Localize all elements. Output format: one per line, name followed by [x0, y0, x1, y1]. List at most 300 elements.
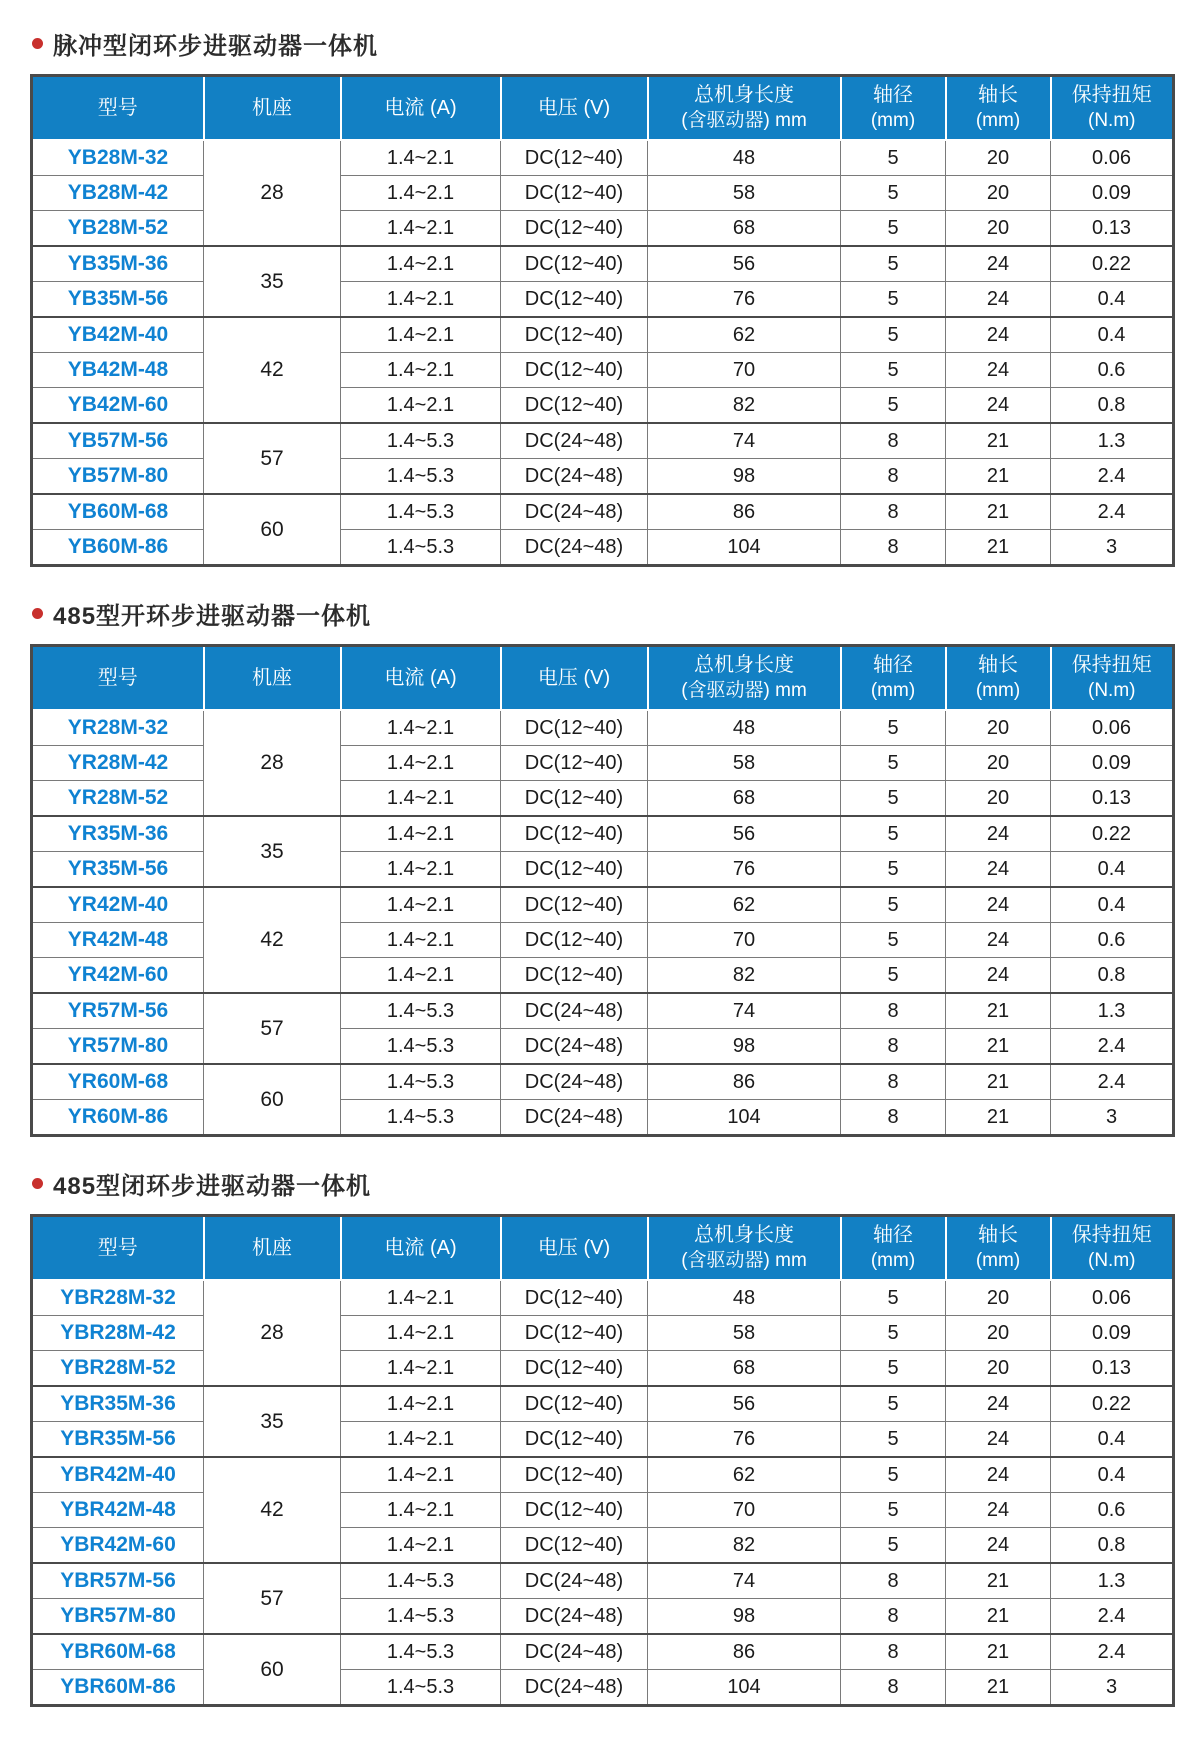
voltage-cell: DC(12~40): [501, 1457, 648, 1493]
body-length-cell: 68: [648, 781, 841, 817]
body-length-cell: 56: [648, 246, 841, 282]
body-length-cell: 62: [648, 887, 841, 923]
model-cell: YB60M-68: [32, 494, 204, 530]
current-cell: 1.4~2.1: [341, 246, 501, 282]
model-cell: YBR57M-56: [32, 1563, 204, 1599]
column-header: [841, 1216, 946, 1281]
body-length-cell: 76: [648, 1422, 841, 1458]
frame-size-cell: 42: [204, 887, 341, 993]
shaft-diameter-cell: 8: [841, 530, 946, 566]
table-row: [32, 1563, 1174, 1599]
shaft-length-cell: 21: [946, 1064, 1051, 1100]
column-header-title: 总机身长度: [694, 1224, 794, 1246]
column-header-sub: (mm): [975, 110, 1021, 131]
current-cell: 1.4~2.1: [341, 887, 501, 923]
table-row: [32, 1493, 1174, 1528]
shaft-length-cell: 20: [946, 781, 1051, 817]
spec-table: [30, 1214, 1175, 1707]
shaft-length-cell: 21: [946, 494, 1051, 530]
torque-cell: 0.8: [1051, 1528, 1174, 1564]
column-header: [341, 1216, 501, 1281]
body-length-cell: 98: [648, 459, 841, 495]
current-cell: 1.4~5.3: [341, 1599, 501, 1635]
shaft-diameter-cell: 8: [841, 1064, 946, 1100]
model-cell: YB57M-56: [32, 423, 204, 459]
column-header-title: 电压 (V): [537, 1236, 611, 1259]
shaft-diameter-cell: 8: [841, 993, 946, 1029]
voltage-cell: DC(12~40): [501, 710, 648, 746]
current-cell: 1.4~5.3: [341, 1100, 501, 1136]
current-cell: 1.4~5.3: [341, 1064, 501, 1100]
torque-cell: 0.4: [1051, 1422, 1174, 1458]
voltage-cell: DC(24~48): [501, 1634, 648, 1670]
shaft-length-cell: 20: [946, 710, 1051, 746]
shaft-length-cell: 20: [946, 1351, 1051, 1387]
column-header-title: 总机身长度: [694, 84, 794, 106]
shaft-diameter-cell: 5: [841, 816, 946, 852]
body-length-cell: 68: [648, 211, 841, 247]
current-cell: 1.4~2.1: [341, 1493, 501, 1528]
model-cell: YBR35M-36: [32, 1386, 204, 1422]
shaft-diameter-cell: 5: [841, 887, 946, 923]
voltage-cell: DC(24~48): [501, 1670, 648, 1706]
body-length-cell: 98: [648, 1029, 841, 1065]
model-cell: YR28M-32: [32, 710, 204, 746]
voltage-cell: DC(12~40): [501, 211, 648, 247]
table-row: [32, 1100, 1174, 1136]
model-cell: YR42M-60: [32, 958, 204, 994]
current-cell: 1.4~2.1: [341, 923, 501, 958]
model-cell: YB35M-56: [32, 282, 204, 318]
body-length-cell: 86: [648, 1064, 841, 1100]
bullet-icon: [32, 38, 43, 49]
column-header: [204, 1216, 341, 1281]
current-cell: 1.4~2.1: [341, 1351, 501, 1387]
shaft-diameter-cell: 8: [841, 459, 946, 495]
model-cell: YBR28M-42: [32, 1316, 204, 1351]
model-cell: YBR60M-86: [32, 1670, 204, 1706]
section-title: [32, 26, 1172, 61]
column-header-title: 机座: [252, 666, 292, 689]
section-title: [32, 596, 1172, 631]
table-row: [32, 459, 1174, 495]
column-header-sub: (含驱动器) mm: [681, 1250, 807, 1271]
model-cell: YB42M-60: [32, 388, 204, 424]
torque-cell: 0.22: [1051, 1386, 1174, 1422]
current-cell: 1.4~2.1: [341, 211, 501, 247]
product-section: [30, 1166, 1172, 1707]
section-title-text: 脉冲型闭环步进驱动器一体机: [53, 33, 378, 60]
header-row: [32, 1216, 1174, 1281]
shaft-length-cell: 24: [946, 1457, 1051, 1493]
shaft-diameter-cell: 8: [841, 1563, 946, 1599]
model-cell: YR60M-86: [32, 1100, 204, 1136]
shaft-length-cell: 20: [946, 1316, 1051, 1351]
frame-size-cell: 57: [204, 993, 341, 1064]
shaft-length-cell: 21: [946, 1563, 1051, 1599]
spec-table: [30, 644, 1175, 1137]
table-row: [32, 423, 1174, 459]
voltage-cell: DC(12~40): [501, 1280, 648, 1316]
frame-size-cell: 60: [204, 1064, 341, 1136]
column-header-title: 轴径: [873, 1224, 913, 1246]
current-cell: 1.4~5.3: [341, 1634, 501, 1670]
header-row: [32, 646, 1174, 711]
voltage-cell: DC(12~40): [501, 1351, 648, 1387]
column-header: [501, 646, 648, 711]
model-cell: YB28M-52: [32, 211, 204, 247]
body-length-cell: 70: [648, 353, 841, 388]
voltage-cell: DC(12~40): [501, 746, 648, 781]
model-cell: YBR42M-48: [32, 1493, 204, 1528]
table-row: [32, 1670, 1174, 1706]
column-header-title: 轴长: [978, 1224, 1018, 1246]
shaft-length-cell: 24: [946, 1422, 1051, 1458]
shaft-diameter-cell: 5: [841, 211, 946, 247]
current-cell: 1.4~5.3: [341, 993, 501, 1029]
body-length-cell: 86: [648, 1634, 841, 1670]
bullet-icon: [32, 608, 43, 619]
column-header: [204, 76, 341, 141]
torque-cell: 0.4: [1051, 282, 1174, 318]
column-header: [501, 1216, 648, 1281]
shaft-diameter-cell: 8: [841, 423, 946, 459]
table-row: [32, 1064, 1174, 1100]
voltage-cell: DC(12~40): [501, 852, 648, 888]
column-header-title: 型号: [97, 96, 138, 119]
spec-table: [30, 74, 1175, 567]
torque-cell: 3: [1051, 1670, 1174, 1706]
product-section: [30, 596, 1172, 1137]
torque-cell: 0.06: [1051, 1280, 1174, 1316]
current-cell: 1.4~2.1: [341, 1280, 501, 1316]
current-cell: 1.4~5.3: [341, 459, 501, 495]
body-length-cell: 56: [648, 816, 841, 852]
current-cell: 1.4~2.1: [341, 353, 501, 388]
voltage-cell: DC(24~48): [501, 1100, 648, 1136]
column-header-title: 电压 (V): [537, 96, 611, 119]
column-header-title: 电流 (A): [384, 666, 457, 689]
voltage-cell: DC(24~48): [501, 494, 648, 530]
current-cell: 1.4~2.1: [341, 852, 501, 888]
column-header-title: 电流 (A): [384, 1236, 457, 1259]
column-header: [501, 76, 648, 141]
body-length-cell: 70: [648, 923, 841, 958]
table-row: [32, 923, 1174, 958]
column-header-title: 保持扭矩: [1071, 654, 1152, 676]
shaft-length-cell: 24: [946, 816, 1051, 852]
frame-size-cell: 28: [204, 710, 341, 816]
column-header-title: 型号: [97, 1236, 138, 1259]
model-cell: YB28M-32: [32, 140, 204, 176]
shaft-length-cell: 24: [946, 246, 1051, 282]
body-length-cell: 56: [648, 1386, 841, 1422]
model-cell: YR60M-68: [32, 1064, 204, 1100]
body-length-cell: 104: [648, 1670, 841, 1706]
model-cell: YR57M-56: [32, 993, 204, 1029]
torque-cell: 0.4: [1051, 887, 1174, 923]
voltage-cell: DC(12~40): [501, 1422, 648, 1458]
model-cell: YBR28M-32: [32, 1280, 204, 1316]
table-row: [32, 958, 1174, 994]
table-row: [32, 494, 1174, 530]
frame-size-cell: 60: [204, 494, 341, 566]
body-length-cell: 76: [648, 852, 841, 888]
model-cell: YBR60M-68: [32, 1634, 204, 1670]
column-header-title: 总机身长度: [694, 654, 794, 676]
shaft-diameter-cell: 5: [841, 1422, 946, 1458]
table-row: [32, 1599, 1174, 1635]
current-cell: 1.4~2.1: [341, 958, 501, 994]
shaft-length-cell: 24: [946, 282, 1051, 318]
column-header: [1051, 646, 1174, 711]
column-header: [946, 1216, 1051, 1281]
column-header-title: 轴长: [978, 84, 1018, 106]
table-row: [32, 388, 1174, 424]
voltage-cell: DC(12~40): [501, 1316, 648, 1351]
body-length-cell: 48: [648, 140, 841, 176]
torque-cell: 0.4: [1051, 852, 1174, 888]
column-header-title: 轴长: [978, 654, 1018, 676]
current-cell: 1.4~2.1: [341, 140, 501, 176]
torque-cell: 1.3: [1051, 1563, 1174, 1599]
body-length-cell: 68: [648, 1351, 841, 1387]
shaft-diameter-cell: 5: [841, 710, 946, 746]
torque-cell: 0.8: [1051, 958, 1174, 994]
model-cell: YR42M-40: [32, 887, 204, 923]
table-row: [32, 1457, 1174, 1493]
section-title: [32, 1166, 1172, 1201]
model-cell: YB28M-42: [32, 176, 204, 211]
column-header: [1051, 1216, 1174, 1281]
shaft-diameter-cell: 5: [841, 388, 946, 424]
table-row: [32, 781, 1174, 817]
current-cell: 1.4~5.3: [341, 1029, 501, 1065]
shaft-diameter-cell: 5: [841, 1280, 946, 1316]
model-cell: YBR28M-52: [32, 1351, 204, 1387]
column-header-sub: (mm): [975, 1250, 1021, 1271]
model-cell: YBR42M-60: [32, 1528, 204, 1564]
column-header-title: 轴径: [873, 654, 913, 676]
bullet-icon: [32, 1178, 43, 1189]
torque-cell: 0.6: [1051, 353, 1174, 388]
torque-cell: 2.4: [1051, 494, 1174, 530]
body-length-cell: 58: [648, 746, 841, 781]
column-header: [32, 646, 204, 711]
torque-cell: 2.4: [1051, 1029, 1174, 1065]
current-cell: 1.4~2.1: [341, 317, 501, 353]
shaft-diameter-cell: 5: [841, 958, 946, 994]
shaft-length-cell: 24: [946, 923, 1051, 958]
table-row: [32, 211, 1174, 247]
body-length-cell: 76: [648, 282, 841, 318]
voltage-cell: DC(24~48): [501, 1599, 648, 1635]
shaft-length-cell: 24: [946, 1493, 1051, 1528]
torque-cell: 0.22: [1051, 246, 1174, 282]
voltage-cell: DC(24~48): [501, 530, 648, 566]
shaft-diameter-cell: 8: [841, 1100, 946, 1136]
body-length-cell: 82: [648, 388, 841, 424]
shaft-length-cell: 24: [946, 317, 1051, 353]
body-length-cell: 98: [648, 1599, 841, 1635]
voltage-cell: DC(24~48): [501, 1029, 648, 1065]
column-header-sub: (mm): [870, 110, 916, 131]
shaft-length-cell: 20: [946, 211, 1051, 247]
torque-cell: 0.6: [1051, 923, 1174, 958]
shaft-length-cell: 21: [946, 423, 1051, 459]
body-length-cell: 74: [648, 423, 841, 459]
body-length-cell: 82: [648, 958, 841, 994]
column-header-title: 轴径: [873, 84, 913, 106]
current-cell: 1.4~2.1: [341, 176, 501, 211]
voltage-cell: DC(12~40): [501, 958, 648, 994]
column-header: [648, 646, 841, 711]
torque-cell: 0.06: [1051, 140, 1174, 176]
shaft-length-cell: 21: [946, 1029, 1051, 1065]
table-row: [32, 746, 1174, 781]
current-cell: 1.4~5.3: [341, 530, 501, 566]
current-cell: 1.4~5.3: [341, 423, 501, 459]
header-row: [32, 76, 1174, 141]
column-header-title: 电压 (V): [537, 666, 611, 689]
table-row: [32, 1029, 1174, 1065]
torque-cell: 0.13: [1051, 781, 1174, 817]
shaft-diameter-cell: 5: [841, 852, 946, 888]
shaft-diameter-cell: 5: [841, 282, 946, 318]
column-header-sub: (mm): [870, 680, 916, 701]
shaft-length-cell: 24: [946, 958, 1051, 994]
shaft-diameter-cell: 5: [841, 1493, 946, 1528]
column-header: [946, 646, 1051, 711]
column-header-title: 机座: [252, 96, 292, 119]
column-header: [32, 1216, 204, 1281]
voltage-cell: DC(24~48): [501, 423, 648, 459]
torque-cell: 3: [1051, 530, 1174, 566]
voltage-cell: DC(12~40): [501, 1493, 648, 1528]
voltage-cell: DC(12~40): [501, 388, 648, 424]
current-cell: 1.4~5.3: [341, 1563, 501, 1599]
frame-size-cell: 60: [204, 1634, 341, 1706]
body-length-cell: 74: [648, 993, 841, 1029]
model-cell: YB42M-40: [32, 317, 204, 353]
shaft-length-cell: 20: [946, 746, 1051, 781]
voltage-cell: DC(24~48): [501, 993, 648, 1029]
column-header-sub: (mm): [870, 1250, 916, 1271]
torque-cell: 1.3: [1051, 423, 1174, 459]
current-cell: 1.4~2.1: [341, 1457, 501, 1493]
shaft-diameter-cell: 5: [841, 923, 946, 958]
shaft-length-cell: 21: [946, 459, 1051, 495]
column-header-title: 机座: [252, 1236, 292, 1259]
model-cell: YR35M-36: [32, 816, 204, 852]
body-length-cell: 104: [648, 530, 841, 566]
model-cell: YB42M-48: [32, 353, 204, 388]
column-header: [1051, 76, 1174, 141]
frame-size-cell: 57: [204, 423, 341, 494]
frame-size-cell: 57: [204, 1563, 341, 1634]
table-row: [32, 1316, 1174, 1351]
table-row: [32, 1528, 1174, 1564]
torque-cell: 0.09: [1051, 176, 1174, 211]
voltage-cell: DC(12~40): [501, 816, 648, 852]
current-cell: 1.4~5.3: [341, 494, 501, 530]
frame-size-cell: 28: [204, 1280, 341, 1386]
voltage-cell: DC(24~48): [501, 459, 648, 495]
section-title-text: 485型开环步进驱动器一体机: [53, 603, 372, 630]
frame-size-cell: 42: [204, 317, 341, 423]
shaft-diameter-cell: 5: [841, 1386, 946, 1422]
voltage-cell: DC(12~40): [501, 353, 648, 388]
current-cell: 1.4~2.1: [341, 1528, 501, 1564]
shaft-diameter-cell: 5: [841, 317, 946, 353]
column-header: [841, 76, 946, 141]
voltage-cell: DC(12~40): [501, 1386, 648, 1422]
table-row: [32, 1386, 1174, 1422]
section-title-text: 485型闭环步进驱动器一体机: [53, 1173, 372, 1200]
table-row: [32, 710, 1174, 746]
torque-cell: 1.3: [1051, 993, 1174, 1029]
torque-cell: 0.13: [1051, 211, 1174, 247]
frame-size-cell: 35: [204, 1386, 341, 1457]
shaft-length-cell: 20: [946, 176, 1051, 211]
table-row: [32, 816, 1174, 852]
body-length-cell: 104: [648, 1100, 841, 1136]
body-length-cell: 62: [648, 1457, 841, 1493]
model-cell: YR28M-42: [32, 746, 204, 781]
voltage-cell: DC(12~40): [501, 1528, 648, 1564]
torque-cell: 0.4: [1051, 317, 1174, 353]
table-row: [32, 282, 1174, 318]
body-length-cell: 48: [648, 1280, 841, 1316]
shaft-diameter-cell: 5: [841, 746, 946, 781]
shaft-length-cell: 24: [946, 1386, 1051, 1422]
shaft-diameter-cell: 5: [841, 1351, 946, 1387]
torque-cell: 0.4: [1051, 1457, 1174, 1493]
column-header: [841, 646, 946, 711]
model-cell: YBR35M-56: [32, 1422, 204, 1458]
torque-cell: 0.8: [1051, 388, 1174, 424]
voltage-cell: DC(12~40): [501, 282, 648, 318]
column-header: [648, 76, 841, 141]
shaft-length-cell: 20: [946, 140, 1051, 176]
column-header-title: 保持扭矩: [1071, 1224, 1152, 1246]
voltage-cell: DC(12~40): [501, 176, 648, 211]
shaft-length-cell: 21: [946, 530, 1051, 566]
shaft-length-cell: 21: [946, 1599, 1051, 1635]
product-section: [30, 26, 1172, 567]
shaft-diameter-cell: 8: [841, 494, 946, 530]
shaft-diameter-cell: 5: [841, 140, 946, 176]
model-cell: YR57M-80: [32, 1029, 204, 1065]
current-cell: 1.4~2.1: [341, 282, 501, 318]
shaft-diameter-cell: 8: [841, 1029, 946, 1065]
frame-size-cell: 28: [204, 140, 341, 246]
current-cell: 1.4~2.1: [341, 710, 501, 746]
shaft-diameter-cell: 8: [841, 1599, 946, 1635]
current-cell: 1.4~2.1: [341, 1316, 501, 1351]
model-cell: YB35M-36: [32, 246, 204, 282]
frame-size-cell: 42: [204, 1457, 341, 1563]
voltage-cell: DC(12~40): [501, 317, 648, 353]
shaft-length-cell: 24: [946, 852, 1051, 888]
table-row: [32, 246, 1174, 282]
body-length-cell: 58: [648, 1316, 841, 1351]
model-cell: YR35M-56: [32, 852, 204, 888]
shaft-diameter-cell: 5: [841, 246, 946, 282]
column-header-title: 电流 (A): [384, 96, 457, 119]
table-row: [32, 176, 1174, 211]
model-cell: YBR57M-80: [32, 1599, 204, 1635]
